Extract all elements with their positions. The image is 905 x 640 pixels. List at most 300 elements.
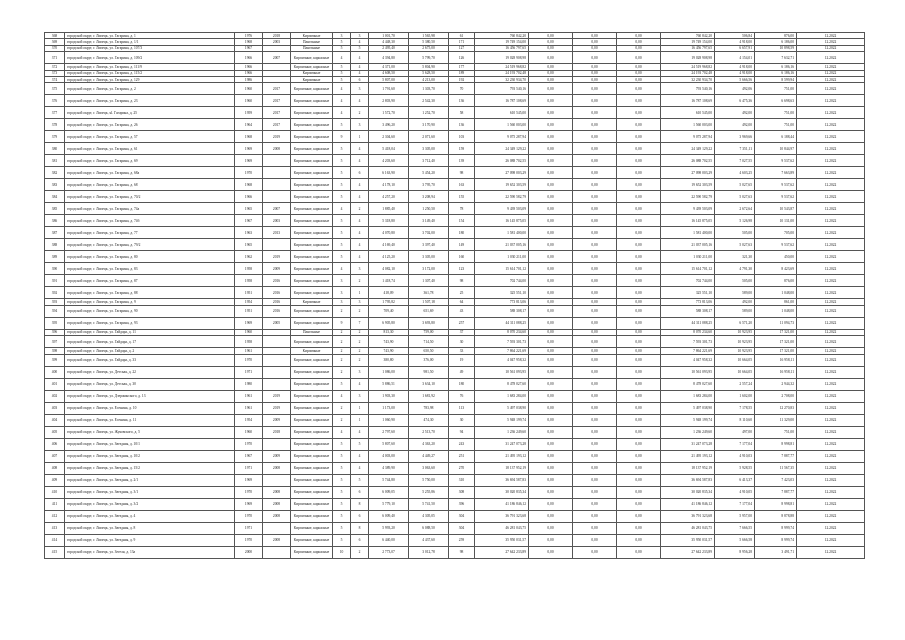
cell-living-area: 981,50 [409,366,449,378]
cell-entrances: 3 [351,366,369,378]
cell-total-area: 2 304,60 [369,131,409,143]
cell-num-index: 387 [45,227,65,239]
cell-cost-fund-1: 0,00 [529,131,573,143]
cell-plan-date: 12.2022 [797,263,865,275]
cell-year-renovated: 2018 [263,426,291,438]
cell-owner-funds: 4 047 958,32 [661,354,715,366]
cell-residents: 304 [449,522,475,534]
cell-num-index: 382 [45,167,65,179]
cell-unit-cost: 506,84 [715,33,755,39]
cell-owner-funds: 5 948 199,74 [661,414,715,426]
cell-cost-fund-1: 0,00 [529,95,573,107]
cell-cost-fund-2: 0,00 [573,239,617,251]
cell-year-built: 1970 [235,486,263,498]
cell-year-built: 1967 [235,45,263,51]
cell-cost-fund-2: 0,00 [573,251,617,263]
cell-total-area: 5 418,04 [369,143,409,155]
cell-entrances: 6 [351,510,369,522]
cell-unit-cost: 492,00 [715,119,755,131]
cell-wall-material: Кирпичные, каркасные [291,546,333,558]
cell-address: городской округ, г. Липецк, ул. Звездная, д. 8 [65,522,235,534]
cell-address: городской округ, г. Липецк, ул. Детская, д. 30 [65,378,235,390]
cell-entrances: 4 [351,251,369,263]
cell-num-index: 415 [45,546,65,558]
cell-wall-material: Кирпичные, каркасные [291,263,333,275]
table-row [45,378,865,390]
cell-year-built: 1970 [235,510,263,522]
cell-cost-fund-1: 0,00 [529,348,573,354]
cell-limit-cost: 7 887,77 [755,486,797,498]
cell-cost-fund-3: 0,00 [617,131,661,143]
cell-total-area: 5 807,60 [369,438,409,450]
cell-num-index: 404 [45,414,65,426]
cell-living-area: 650,50 [409,348,449,354]
cell-living-area: 714,50 [409,336,449,348]
cell-address: городской округ, г. Липецк, ул. Гагарина, д. 87 [65,275,235,287]
cell-wall-material: Кирпичные, каркасные [291,179,333,191]
table-row [45,366,865,378]
cell-plan-date: 12.2022 [797,317,865,329]
cell-living-area: 1 303,70 [409,83,449,95]
table-row [45,510,865,522]
cell-cost-fund-3: 0,00 [617,179,661,191]
cell-floors: 5 [333,64,351,70]
cell-unit-cost: 2 557,24 [715,378,755,390]
cell-address: городской округ, г. Липецк, ул. Гайдара, д. 17 [65,336,235,348]
cell-year-built: 1960 [235,329,263,335]
cell-year-renovated: 2017 [263,83,291,95]
cell-entrances: 3 [351,390,369,402]
cell-limit-cost: 6 188,44 [755,131,797,143]
cell-entrances: 4 [351,378,369,390]
cell-year-renovated: 2008 [263,143,291,155]
cell-wall-material: Кирпичные, каркасные [291,107,333,119]
cell-num-index: 370 [45,45,65,51]
cell-num-index: 401 [45,378,65,390]
cell-year-renovated: 2009 [263,263,291,275]
cell-living-area: 5 799,70 [409,52,449,64]
cell-limit-cost: 8 998,81 [755,498,797,510]
cell-owner-funds: 27 098 003,29 [661,167,715,179]
cell-year-renovated: 2008 [263,498,291,510]
cell-year-built: 1969 [235,498,263,510]
cell-wall-material: Кирпичные, каркасные [291,64,333,70]
cell-year-built: 1966 [235,70,263,76]
cell-address: городской округ, г. Липецк, ул. Гагарина, д. 83 [65,263,235,275]
cell-unit-cost: 505,00 [715,227,755,239]
cell-cost-fund-3: 0,00 [617,462,661,474]
cell-year-built: 1959 [235,107,263,119]
cell-year-built: 1968 [235,179,263,191]
cell-year-built: 1960 [235,83,263,95]
cell-residents: 396 [449,498,475,510]
cell-cost-fund-3: 0,00 [617,390,661,402]
table-row [45,336,865,348]
cell-address: городской округ, г. Липецк, ул. Гагарина, д. 9 [65,299,235,305]
cell-cost-fund-3: 0,00 [617,39,661,45]
cell-residents: 189 [449,70,475,76]
cell-wall-material: Кирпичные, каркасные [291,378,333,390]
cell-residents: 76 [449,390,475,402]
cell-owner-funds: 1 560 003,00 [661,119,715,131]
cell-entrances: 7 [351,317,369,329]
cell-limit-cost: 450,00 [755,251,797,263]
cell-total-cost: 9 075 287,94 [475,131,529,143]
cell-year-renovated [263,191,291,203]
cell-cost-fund-3: 0,00 [617,438,661,450]
cell-address: городской округ, г. Липецк, ул. Зегеля, д. 13а [65,546,235,558]
cell-floors: 5 [333,215,351,227]
cell-unit-cost: 7 177,04 [715,438,755,450]
cell-cost-fund-1: 0,00 [529,336,573,348]
cell-year-built: 1967 [235,450,263,462]
cell-cost-fund-1: 0,00 [529,354,573,366]
cell-floors: 4 [333,52,351,64]
cell-floors: 3 [333,287,351,299]
cell-num-index: 410 [45,486,65,498]
cell-total-area: 4 389,90 [369,462,409,474]
cell-owner-funds: 21 037 005,16 [661,239,715,251]
cell-num-index: 376 [45,95,65,107]
cell-floors: 5 [333,179,351,191]
cell-residents: 180 [449,378,475,390]
cell-cost-fund-1: 0,00 [529,76,573,82]
cell-total-cost: 19 028 908,98 [475,52,529,64]
cell-wall-material: Кирпичные, каркасные [291,215,333,227]
cell-num-index: 388 [45,239,65,251]
cell-residents: 257 [449,317,475,329]
cell-unit-cost: 505,00 [715,275,755,287]
cell-cost-fund-3: 0,00 [617,155,661,167]
cell-living-area: 1 565,98 [409,33,449,39]
cell-plan-date: 12.2022 [797,305,865,317]
cell-year-renovated: 2019 [263,251,291,263]
cell-wall-material: Кирпичные, каркасные [291,227,333,239]
cell-limit-cost: 10 898,59 [755,45,797,51]
cell-unit-cost: 10 923,95 [715,329,755,335]
cell-total-cost: 31 247 073,28 [475,438,529,450]
cell-cost-fund-1: 0,00 [529,70,573,76]
cell-year-built: 1969 [235,143,263,155]
cell-num-index: 412 [45,510,65,522]
cell-num-index: 371 [45,52,65,64]
cell-floors: 2 [333,348,351,354]
cell-living-area: 5 628,50 [409,70,449,76]
cell-owner-funds: 15 614 701,12 [661,263,715,275]
cell-floors: 5 [333,143,351,155]
cell-total-cost: 760 842,20 [475,33,529,39]
cell-owner-funds: 46 281 043,75 [661,522,715,534]
cell-total-cost: 18 137 952,19 [475,462,529,474]
cell-total-cost: 44 311 088,25 [475,317,529,329]
cell-living-area: 1 307,40 [409,275,449,287]
cell-wall-material: Кирпичные, каркасные [291,239,333,251]
cell-address: городской округ, г. Липецк, ул. Гагарина, д. 68 [65,179,235,191]
cell-entrances: 4 [351,426,369,438]
cell-year-renovated: 2019 [263,131,291,143]
cell-living-area: 3 012,78 [409,546,449,558]
cell-limit-cost: 9 537,62 [755,179,797,191]
cell-residents: 113 [449,402,475,414]
cell-address: городской округ, г. Липецк, ул. Гайдара, д. 2 [65,348,235,354]
table-row [45,251,865,263]
cell-floors: 5 [333,45,351,51]
cell-floors: 5 [333,39,351,45]
cell-address: городской округ, г. Липецк, ул. Гагарина, д. 107/3 [65,45,235,51]
cell-num-index: 389 [45,251,65,263]
cell-limit-cost: 1 048,00 [755,287,797,299]
cell-address: городской округ, г. Липецк, ул. Звездная, д. 3/2 [65,498,235,510]
cell-wall-material: Кирпичные [291,348,333,354]
cell-wall-material: Кирпичные, каркасные [291,191,333,203]
cell-unit-cost: 4 154,01 [715,52,755,64]
cell-plan-date: 12.2022 [797,33,865,39]
cell-cost-fund-2: 0,00 [573,426,617,438]
cell-wall-material: Кирпичные, каркасные [291,305,333,317]
cell-cost-fund-3: 0,00 [617,191,661,203]
cell-cost-fund-3: 0,00 [617,299,661,305]
cell-limit-cost: 6 186,16 [755,70,797,76]
cell-num-index: 398 [45,348,65,354]
cell-unit-cost: 5 957,00 [715,510,755,522]
cell-cost-fund-3: 0,00 [617,76,661,82]
cell-floors: 5 [333,486,351,498]
cell-living-area: 3 712,40 [409,155,449,167]
cell-year-renovated [263,474,291,486]
cell-living-area: 1 681,92 [409,390,449,402]
cell-total-area: 4 169,40 [369,239,409,251]
cell-cost-fund-1: 0,00 [529,402,573,414]
cell-owner-funds: 27 642 233,89 [661,546,715,558]
cell-wall-material: Кирпичные, каркасные [291,474,333,486]
cell-cost-fund-3: 0,00 [617,305,661,317]
cell-cost-fund-1: 0,00 [529,203,573,215]
cell-unit-cost: 589,00 [715,287,755,299]
cell-total-cost: 1 560 003,00 [475,119,529,131]
cell-total-area: 1 885,40 [369,203,409,215]
cell-cost-fund-3: 0,00 [617,348,661,354]
cell-plan-date: 12.2022 [797,64,865,70]
cell-wall-material: Кирпичные, каркасные [291,390,333,402]
cell-residents: 159 [449,143,475,155]
cell-residents: 98 [449,275,475,287]
cell-residents: 139 [449,155,475,167]
cell-cost-fund-1: 0,00 [529,486,573,498]
cell-cost-fund-1: 0,00 [529,45,573,51]
cell-total-cost: 36 694 587,83 [475,474,529,486]
table-row [45,462,865,474]
cell-wall-material: Кирпичные, каркасные [291,366,333,378]
cell-year-built: 1951 [235,305,263,317]
cell-wall-material: Кирпичные, каркасные [291,251,333,263]
table-row [45,83,865,95]
cell-cost-fund-2: 0,00 [573,167,617,179]
cell-unit-cost: 7 177,04 [715,498,755,510]
cell-total-cost: 21 037 005,16 [475,239,529,251]
cell-year-built: 1954 [235,414,263,426]
cell-entrances: 4 [351,215,369,227]
cell-cost-fund-2: 0,00 [573,39,617,45]
cell-plan-date: 12.2022 [797,107,865,119]
cell-unit-cost: 5 666,58 [715,534,755,546]
cell-residents: 70 [449,83,475,95]
cell-limit-cost: 7 663,89 [755,167,797,179]
cell-year-built: 1962 [235,251,263,263]
cell-cost-fund-1: 0,00 [529,366,573,378]
cell-owner-funds: 7 864 221,69 [661,348,715,354]
cell-year-renovated [263,546,291,558]
cell-residents: 163 [449,179,475,191]
cell-cost-fund-3: 0,00 [617,45,661,51]
cell-residents: 192 [449,76,475,82]
cell-cost-fund-2: 0,00 [573,119,617,131]
cell-unit-cost: 497,00 [715,426,755,438]
cell-floors: 5 [333,522,351,534]
cell-year-built: 1961 [235,402,263,414]
cell-total-cost: 1 030 211,00 [475,251,529,263]
cell-unit-cost: 4 910,03 [715,450,755,462]
table-row [45,95,865,107]
cell-total-area: 4 178,10 [369,179,409,191]
cell-cost-fund-1: 0,00 [529,299,573,305]
cell-residents: 98 [449,167,475,179]
cell-address: городской округ, г. Липецк, ул. Детская, д. 22 [65,366,235,378]
cell-floors: 5 [333,76,351,82]
cell-unit-cost: 10 923,95 [715,348,755,354]
cell-cost-fund-2: 0,00 [573,486,617,498]
cell-cost-fund-2: 0,00 [573,215,617,227]
cell-year-renovated: 2009 [263,414,291,426]
cell-plan-date: 12.2022 [797,402,865,414]
cell-year-renovated: 2016 [263,299,291,305]
cell-cost-fund-1: 0,00 [529,462,573,474]
cell-address: городской округ, г. Липецк, ул. Гайдара, д. 11 [65,329,235,335]
cell-living-area: 376,00 [409,354,449,366]
cell-cost-fund-2: 0,00 [573,155,617,167]
cell-floors: 4 [333,390,351,402]
cell-cost-fund-2: 0,00 [573,402,617,414]
cell-limit-cost: 861,00 [755,299,797,305]
cell-address: городской округ, г. Липецк, ул. Дзержинского, д. 13 [65,390,235,402]
cell-cost-fund-3: 0,00 [617,167,661,179]
cell-cost-fund-3: 0,00 [617,119,661,131]
cell-entrances: 4 [351,462,369,474]
cell-year-built: 1968 [235,39,263,45]
cell-plan-date: 12.2022 [797,366,865,378]
cell-plan-date: 12.2022 [797,119,865,131]
cell-unit-cost: 492,00 [715,107,755,119]
cell-unit-cost: 10 923,95 [715,336,755,348]
cell-residents: 25 [449,287,475,299]
cell-total-area: 5 886,51 [369,378,409,390]
cell-wall-material: Кирпичные, каркасные [291,95,333,107]
cell-floors: 10 [333,546,351,558]
cell-entrances: 2 [351,329,369,335]
cell-total-area: 380,80 [369,354,409,366]
cell-year-built: 1951 [235,287,263,299]
cell-unit-cost: 492,00 [715,299,755,305]
table-row [45,215,865,227]
cell-num-index: 374 [45,76,65,82]
cell-floors: 4 [333,263,351,275]
cell-plan-date: 12.2022 [797,450,865,462]
cell-plan-date: 12.2022 [797,76,865,82]
cell-cost-fund-3: 0,00 [617,33,661,39]
cell-wall-material: Кирпичные [291,299,333,305]
cell-year-renovated: 2005 [263,317,291,329]
cell-cost-fund-1: 0,00 [529,317,573,329]
cell-cost-fund-2: 0,00 [573,107,617,119]
cell-total-cost: 7 593 301,73 [475,336,529,348]
cell-unit-cost: 4 918,00 [715,39,755,45]
cell-total-area: 5 744,80 [369,474,409,486]
cell-limit-cost: 876,00 [755,275,797,287]
cell-owner-funds: 702 744,00 [661,275,715,287]
cell-cost-fund-2: 0,00 [573,329,617,335]
cell-num-index: 394 [45,305,65,317]
cell-wall-material: Кирпичные, каркасные [291,143,333,155]
cell-year-built: 1966 [235,191,263,203]
cell-floors: 2 [333,305,351,317]
cell-num-index: 377 [45,107,65,119]
cell-cost-fund-2: 0,00 [573,414,617,426]
cell-plan-date: 12.2022 [797,534,865,546]
cell-entrances: 4 [351,239,369,251]
cell-limit-cost: 751,00 [755,426,797,438]
cell-unit-cost: 4 918,00 [715,70,755,76]
cell-total-area: 1 791,60 [369,83,409,95]
cell-total-cost: 610 545,00 [475,107,529,119]
cell-address: городской округ, г. Липецк, ул. Звездная, д. 9 [65,534,235,546]
cell-residents: 30 [449,336,475,348]
cell-year-built: 1960 [235,426,263,438]
cell-cost-fund-2: 0,00 [573,474,617,486]
cell-year-built: 1958 [235,275,263,287]
cell-total-cost: 46 281 043,75 [475,522,529,534]
cell-residents: 154 [449,215,475,227]
table-row [45,546,865,558]
cell-owner-funds: 26 088 702,55 [661,155,715,167]
cell-living-area: 759,00 [409,329,449,335]
cell-owner-funds: 325 551,10 [661,287,715,299]
cell-residents: 251 [449,450,475,462]
cell-wall-material: Панельные [291,45,333,51]
cell-entrances: 2 [351,336,369,348]
cell-total-area: 4 448,30 [369,39,409,45]
cell-wall-material: Кирпичные, каркасные [291,486,333,498]
cell-total-cost: 1 581 400,00 [475,227,529,239]
cell-floors: 5 [333,119,351,131]
cell-limit-cost: 7 423,03 [755,474,797,486]
cell-num-index: 413 [45,522,65,534]
cell-residents: 58 [449,107,475,119]
cell-cost-fund-3: 0,00 [617,83,661,95]
cell-limit-cost: 8 878,88 [755,510,797,522]
cell-total-cost: 19 749 154,00 [475,39,529,45]
cell-limit-cost: 751,00 [755,107,797,119]
cell-limit-cost: 11 329,00 [755,414,797,426]
cell-total-cost: 27 098 003,29 [475,167,529,179]
cell-cost-fund-1: 0,00 [529,287,573,299]
cell-total-cost: 16 787 108,69 [475,95,529,107]
cell-floors: 2 [333,329,351,335]
cell-year-renovated: 2008 [263,462,291,474]
cell-address: городской округ, г. Липецк, ул. Гагарина, д. 69 [65,155,235,167]
cell-total-cost: 4 047 958,32 [475,354,529,366]
cell-limit-cost: 10 543,87 [755,203,797,215]
cell-limit-cost: 9 537,62 [755,191,797,203]
cell-unit-cost: 5 666,56 [715,76,755,82]
